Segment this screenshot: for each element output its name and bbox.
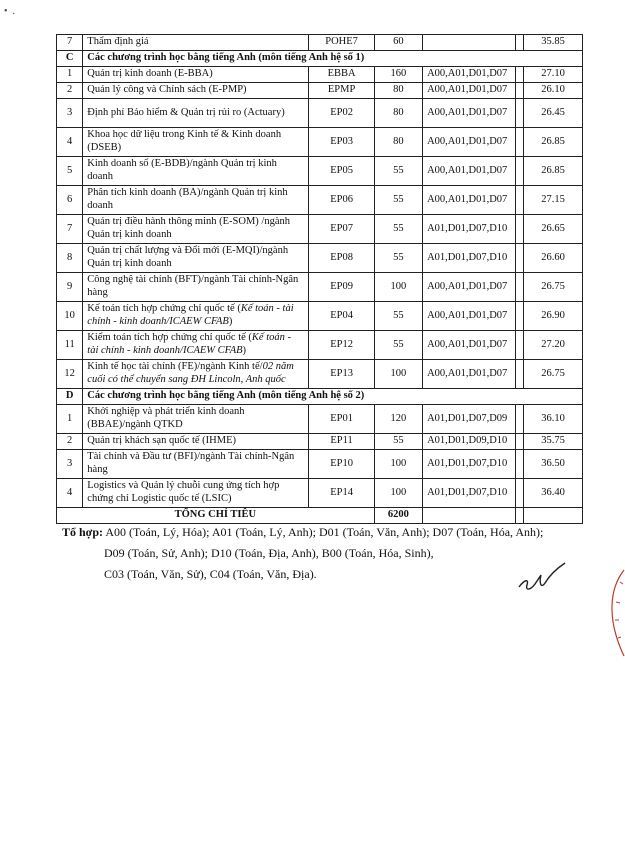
program-name-italic: Kế toán - tài chính - kinh doanh/ICAEW CFAB: [87, 332, 291, 356]
benchmark-score: 26.90: [524, 302, 583, 331]
program-code: EP01: [309, 405, 374, 434]
spacer-cell: [515, 67, 523, 83]
program-name-text: Kế toán tích hợp chứng chỉ quốc tế (: [87, 303, 241, 315]
table-row: [57, 302, 583, 331]
program-name: [83, 83, 309, 99]
program-code: EP12: [309, 331, 374, 360]
program-name-text: Quản trị chất lượng và Đổi mới (E-MQI)/ngành Quản trị kinh doanh: [87, 245, 289, 269]
benchmark-score: 26.65: [524, 215, 583, 244]
quota-value: 100: [374, 360, 422, 389]
subject-combination: A01,D01,D07,D10: [423, 450, 516, 479]
row-number: 3: [57, 450, 83, 479]
program-name: [83, 302, 309, 331]
section-header-row: [57, 389, 583, 405]
row-number: 10: [57, 302, 83, 331]
legend-line-1: A00 (Toán, Lý, Hóa); A01 (Toán, Lý, Anh); D01 (Toán, Văn, Anh); D07 (Toán, Hóa, Anh);: [105, 525, 544, 539]
quota-value: 160: [374, 67, 422, 83]
admission-quota-table: [56, 34, 583, 524]
table-row: [57, 67, 583, 83]
program-name-text: Kinh tế học tài chính (FE)/ngành Kinh tế/: [87, 361, 263, 373]
table-row: [57, 360, 583, 389]
program-name-text: Khoa học dữ liệu trong Kinh tế & Kinh doanh (DSEB): [87, 129, 282, 153]
program-name: [83, 67, 309, 83]
program-name: [83, 450, 309, 479]
table-row: [57, 450, 583, 479]
table-row: [57, 83, 583, 99]
spacer-cell: [515, 331, 523, 360]
program-code: EP10: [309, 450, 374, 479]
benchmark-score: 26.60: [524, 244, 583, 273]
program-name-italic: 02 năm cuối có thể chuyển sang ĐH Lincoln, Anh quốc: [87, 361, 294, 385]
program-name: [83, 273, 309, 302]
table-row: [57, 405, 583, 434]
program-code: EP02: [309, 99, 374, 128]
row-number: 4: [57, 479, 83, 508]
program-name: Thẩm định giá: [83, 35, 309, 51]
program-name-text: Quản lý công và Chính sách (E-PMP): [87, 84, 247, 96]
subject-combination: A01,D01,D07,D10: [423, 244, 516, 273]
program-code: EP07: [309, 215, 374, 244]
benchmark-score: 26.75: [524, 360, 583, 389]
program-name: [83, 405, 309, 434]
program-name-italic: Kế toán - tài chính - kinh doanh/ICAEW CFAB: [87, 303, 294, 327]
program-name: [83, 215, 309, 244]
quota-value: 100: [374, 273, 422, 302]
spacer-cell: [515, 479, 523, 508]
subject-combination: [423, 35, 516, 51]
subject-combination: A00,A01,D01,D07: [423, 302, 516, 331]
benchmark-score: 36.40: [524, 479, 583, 508]
row-number: 2: [57, 434, 83, 450]
benchmark-score: 26.75: [524, 273, 583, 302]
program-name: [83, 434, 309, 450]
row-number: 1: [57, 67, 83, 83]
table-row: [57, 215, 583, 244]
quota-value: 55: [374, 244, 422, 273]
program-code: EPMP: [309, 83, 374, 99]
table-row: [57, 244, 583, 273]
table-row: [57, 273, 583, 302]
table-row: [57, 186, 583, 215]
subject-combination: A00,A01,D01,D07: [423, 273, 516, 302]
table-row: [57, 128, 583, 157]
program-code: EBBA: [309, 67, 374, 83]
program-name: [83, 244, 309, 273]
program-name-text: Khởi nghiệp và phát triển kinh doanh (BBAE)/ngành QTKD: [87, 406, 245, 430]
spacer-cell: [515, 360, 523, 389]
row-number: 9: [57, 273, 83, 302]
row-number: 2: [57, 83, 83, 99]
subject-combination: A01,D01,D09,D10: [423, 434, 516, 450]
legend-label: Tổ hợp:: [62, 525, 103, 539]
program-name-text: Công nghệ tài chính (BFT)/ngành Tài chính-Ngân hàng: [87, 274, 299, 298]
program-name-text: Tài chính và Đầu tư (BFI)/ngành Tài chính-Ngân hàng: [87, 451, 295, 475]
spacer-cell: [515, 99, 523, 128]
quota-value: 80: [374, 128, 422, 157]
table-row: [57, 331, 583, 360]
benchmark-score: 26.10: [524, 83, 583, 99]
program-code: EP13: [309, 360, 374, 389]
section-header-row: [57, 51, 583, 67]
program-name: [83, 479, 309, 508]
benchmark-score: 27.15: [524, 186, 583, 215]
total-label: TỔNG CHỈ TIÊU: [57, 508, 375, 524]
row-number: 4: [57, 128, 83, 157]
program-code: EP14: [309, 479, 374, 508]
table-row: [57, 479, 583, 508]
legend-line-3: C03 (Toán, Văn, Sử), C04 (Toán, Văn, Địa).: [104, 567, 317, 581]
row-number: 5: [57, 157, 83, 186]
program-name: [83, 128, 309, 157]
benchmark-score: 36.50: [524, 450, 583, 479]
subject-combination: A00,A01,D01,D07: [423, 99, 516, 128]
program-name-text: Định phí Bảo hiểm & Quản trị rủi ro (Actuary): [87, 106, 285, 118]
benchmark-score: 27.10: [524, 67, 583, 83]
spacer-cell: [515, 273, 523, 302]
benchmark-score: 35.75: [524, 434, 583, 450]
program-name-text: Quản trị khách sạn quốc tế (IHME): [87, 435, 236, 447]
row-number: 12: [57, 360, 83, 389]
quota-value: 60: [374, 35, 422, 51]
benchmark-score: 27.20: [524, 331, 583, 360]
program-name-text: Phân tích kinh doanh (BA)/ngành Quản trị kinh doanh: [87, 187, 288, 211]
program-code: EP03: [309, 128, 374, 157]
spacer-cell: [515, 215, 523, 244]
program-code: EP04: [309, 302, 374, 331]
program-name: [83, 157, 309, 186]
benchmark-score: 35.85: [524, 35, 583, 51]
quota-value: 55: [374, 157, 422, 186]
row-number: 8: [57, 244, 83, 273]
spacer-cell: [515, 302, 523, 331]
program-name-text: Quản trị điều hành thông minh (E-SOM) /ngành Quản trị kinh doanh: [87, 216, 290, 240]
subject-combination: A00,A01,D01,D07: [423, 360, 516, 389]
program-code: EP06: [309, 186, 374, 215]
row-number: 11: [57, 331, 83, 360]
benchmark-score: 26.85: [524, 128, 583, 157]
subject-combination: A00,A01,D01,D07: [423, 157, 516, 186]
quota-value: 55: [374, 302, 422, 331]
subject-combination: A01,D01,D07,D10: [423, 215, 516, 244]
subject-combination: A01,D01,D07,D09: [423, 405, 516, 434]
section-title: Các chương trình học bằng tiếng Anh (môn tiếng Anh hệ số 1): [83, 51, 583, 67]
quota-value: 100: [374, 479, 422, 508]
section-title: Các chương trình học bằng tiếng Anh (môn tiếng Anh hệ số 2): [83, 389, 583, 405]
quota-value: 80: [374, 83, 422, 99]
subject-combination: A00,A01,D01,D07: [423, 331, 516, 360]
spacer-cell: [515, 434, 523, 450]
program-code: EP08: [309, 244, 374, 273]
spacer-cell: [515, 186, 523, 215]
program-name: [83, 360, 309, 389]
program-name: [83, 331, 309, 360]
quota-value: 55: [374, 434, 422, 450]
spacer-cell: [515, 450, 523, 479]
subject-combination: A01,D01,D07,D10: [423, 479, 516, 508]
legend-line-2: D09 (Toán, Sử, Anh); D10 (Toán, Địa, Anh), B00 (Toán, Hóa, Sinh),: [104, 546, 434, 560]
quota-value: 100: [374, 450, 422, 479]
benchmark-score: 26.85: [524, 157, 583, 186]
spacer-cell: [515, 405, 523, 434]
row-number: 3: [57, 99, 83, 128]
table-row: [57, 35, 583, 51]
stamp-edge-mark: [598, 568, 625, 658]
quota-value: 55: [374, 331, 422, 360]
program-name-text: Quản trị kinh doanh (E-BBA): [87, 68, 213, 80]
spacer-cell: [515, 128, 523, 157]
benchmark-score: 26.45: [524, 99, 583, 128]
quota-value: 55: [374, 215, 422, 244]
spacer-cell: [515, 83, 523, 99]
program-code: EP09: [309, 273, 374, 302]
spacer-cell: [515, 244, 523, 273]
subject-combination: A00,A01,D01,D07: [423, 83, 516, 99]
program-code: POHE7: [309, 35, 374, 51]
quota-value: 80: [374, 99, 422, 128]
row-number: 7: [57, 215, 83, 244]
table-row: [57, 99, 583, 128]
section-label: C: [57, 51, 83, 67]
row-number: 7: [57, 35, 83, 51]
program-code: EP11: [309, 434, 374, 450]
scan-speck-marks: • .: [4, 6, 16, 17]
total-quota-value: 6200: [374, 508, 422, 524]
program-name-text: Logistics và Quản lý chuỗi cung ứng tích hợp chứng chỉ Logistic quốc tế (LSIC): [87, 480, 280, 504]
table-row: [57, 434, 583, 450]
quota-value: 120: [374, 405, 422, 434]
row-number: 1: [57, 405, 83, 434]
program-name-tail: ): [228, 316, 233, 327]
program-name: [83, 186, 309, 215]
program-name-text: Kinh doanh số (E-BDB)/ngành Quản trị kinh doanh: [87, 158, 277, 182]
spacer-cell: [515, 157, 523, 186]
program-name: [83, 99, 309, 128]
subject-combination: A00,A01,D01,D07: [423, 67, 516, 83]
program-name-text: Kiểm toán tích hợp chứng chỉ quốc tế (: [87, 332, 252, 344]
section-label: D: [57, 389, 83, 405]
quota-value: 55: [374, 186, 422, 215]
table-row: [57, 157, 583, 186]
program-code: EP05: [309, 157, 374, 186]
program-name-tail: ): [242, 345, 247, 356]
subject-combination: A00,A01,D01,D07: [423, 128, 516, 157]
subject-combination-legend: [62, 522, 572, 585]
benchmark-score: 36.10: [524, 405, 583, 434]
subject-combination: A00,A01,D01,D07: [423, 186, 516, 215]
row-number: 6: [57, 186, 83, 215]
spacer-cell: [515, 35, 523, 51]
signature-mark: [515, 557, 567, 597]
